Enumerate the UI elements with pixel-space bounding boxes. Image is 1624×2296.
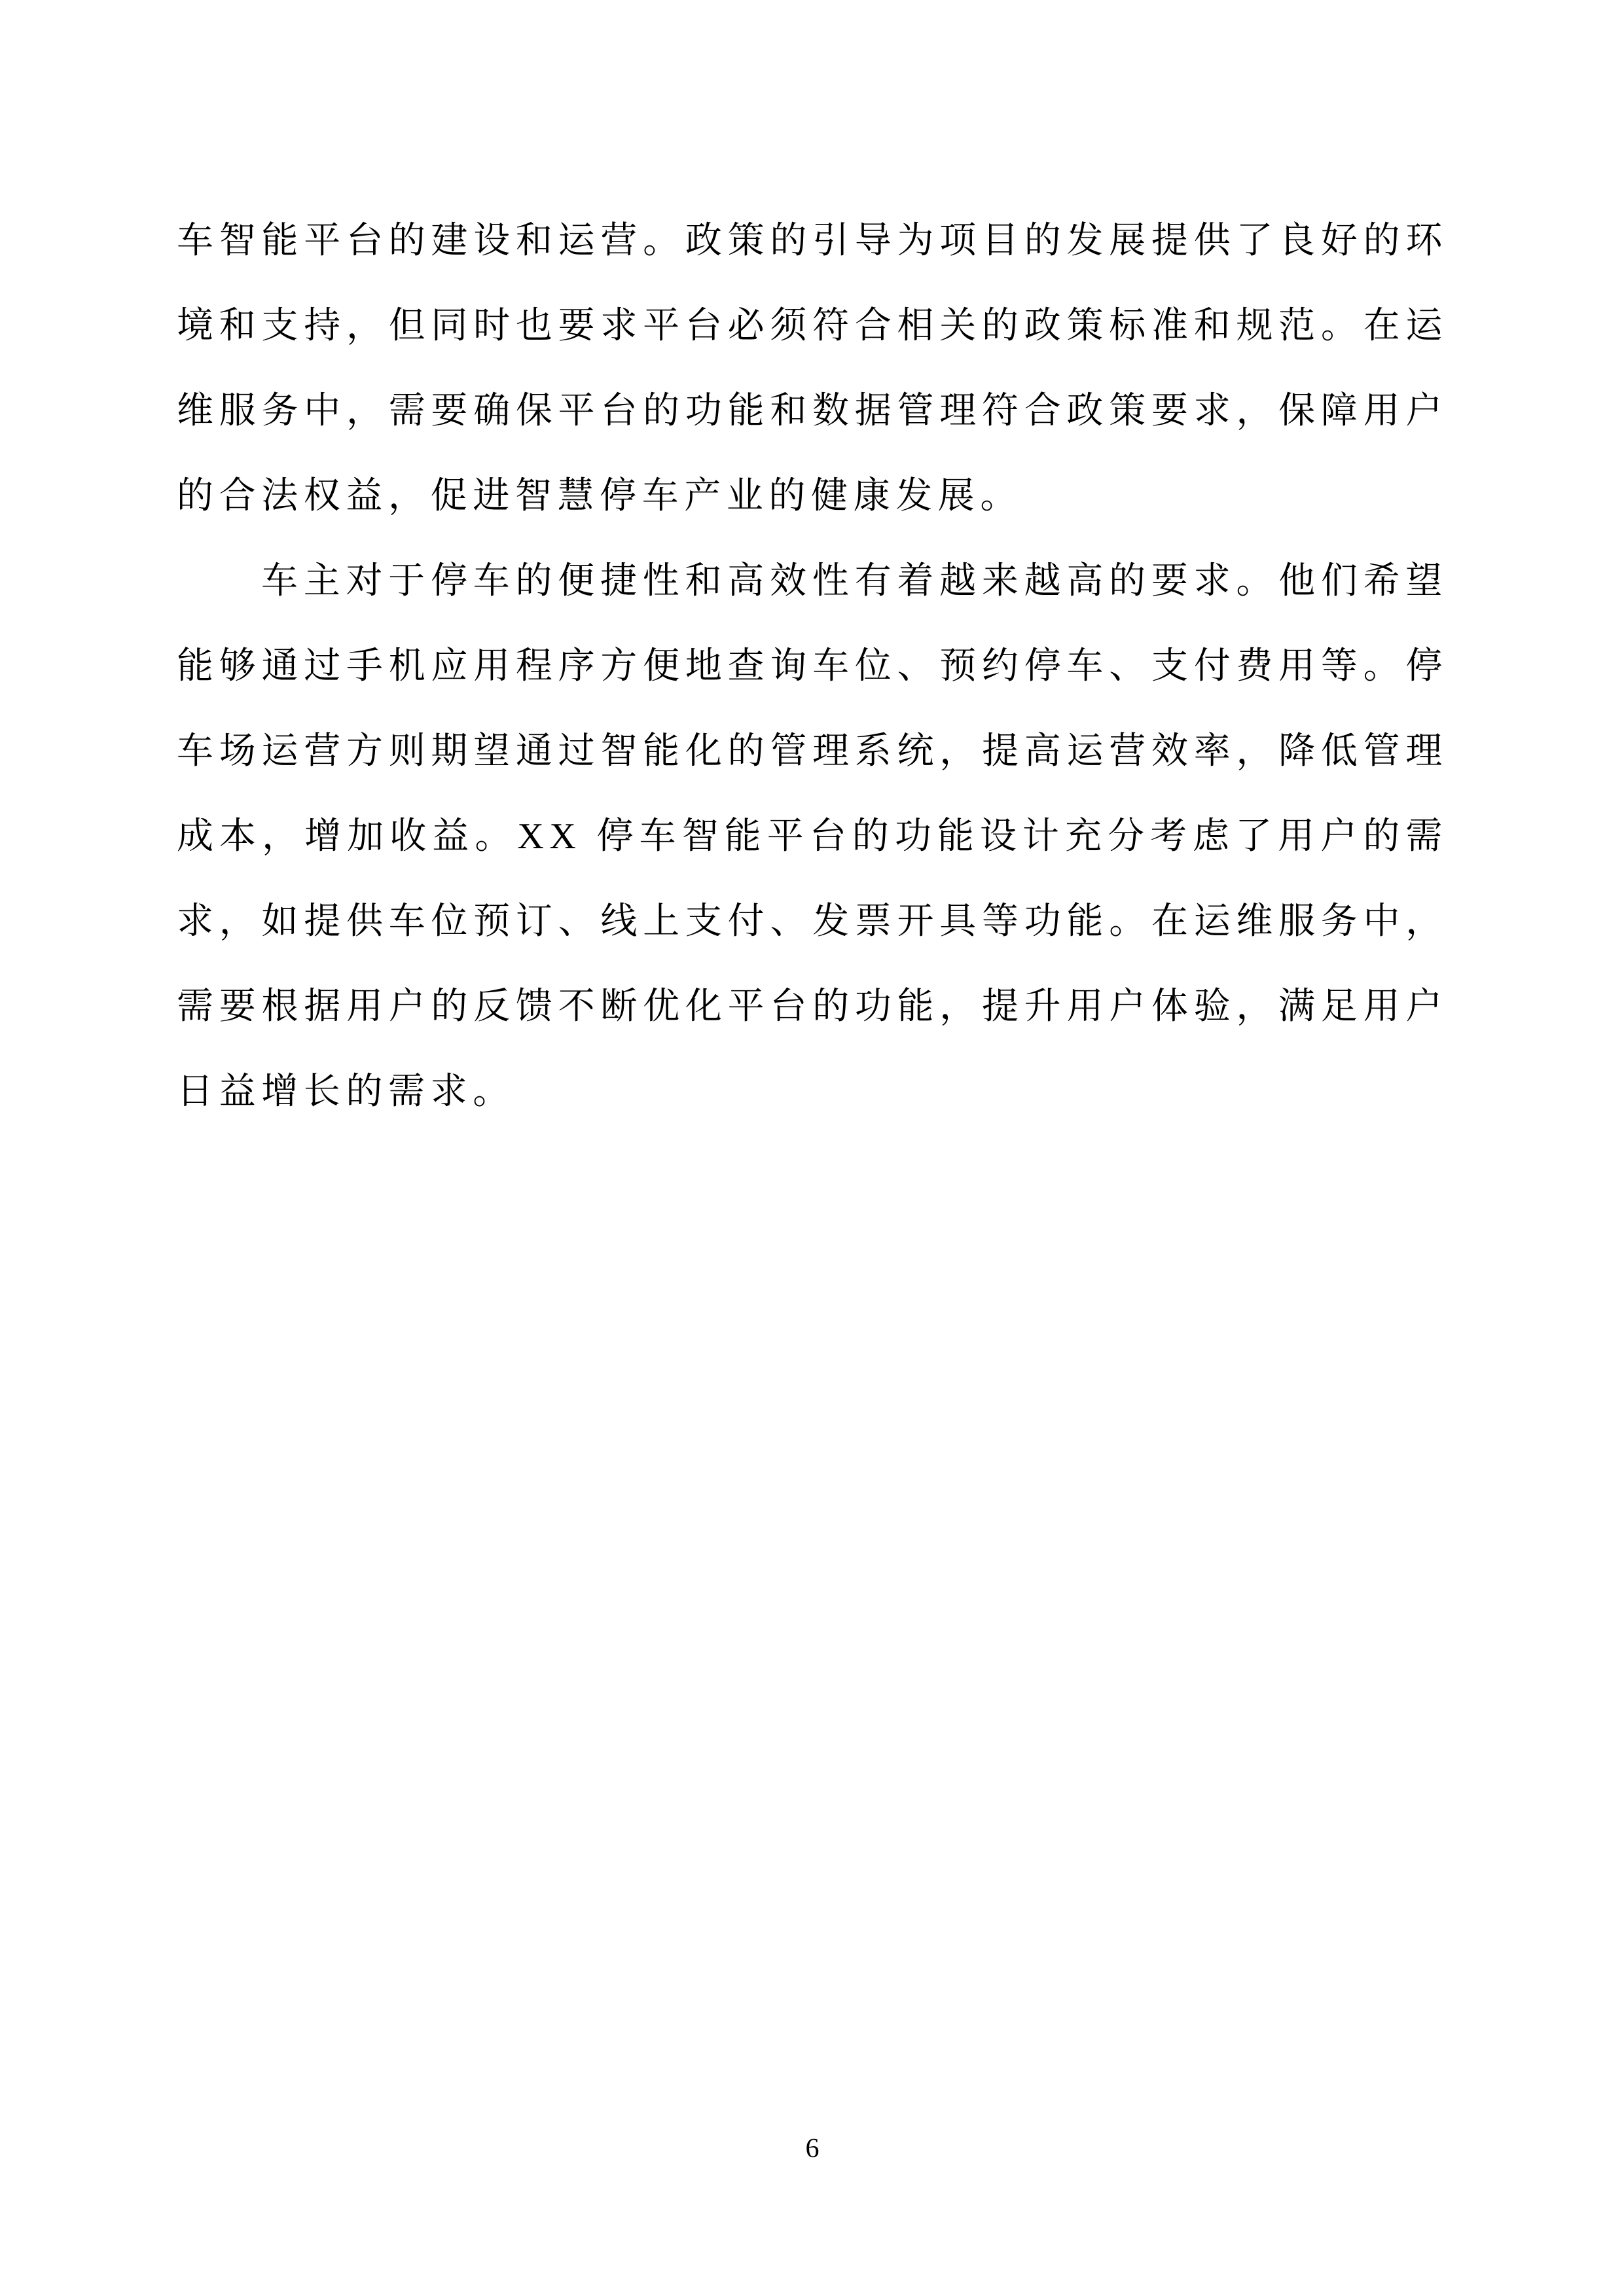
paragraph-policy-environment: 车智能平台的建设和运营。政策的引导为项目的发展提供了良好的环境和支持，但同时也要求平台必须符合相关的政策标准和规范。在运维服务中，需要确保平台的功能和数据管理符合政策要求，保障用户的合法权益，促进智慧停车产业的健康发展。: [177, 221, 1448, 516]
page-footer: [177, 2135, 1448, 2162]
page-number: 6: [805, 2134, 820, 2164]
paragraph-user-needs: 车主对于停车的便捷性和高效性有着越来越高的要求。他们希望能够通过手机应用程序方便地查询车位、预约停车、支付费用等。停车场运营方则期望通过智能化的管理系统，提高运营效率，降低管理成本，增加收益。XX 停车智能平台的功能设计充分考虑了用户的需求，如提供车位预订、线上支付、发票开具等功能。在运维服务中，需要根据用户的反馈不断优化平台的功能，提升用户体验，满足用户日益增长的需求。: [177, 561, 1448, 1112]
page-body: [177, 198, 1448, 1134]
